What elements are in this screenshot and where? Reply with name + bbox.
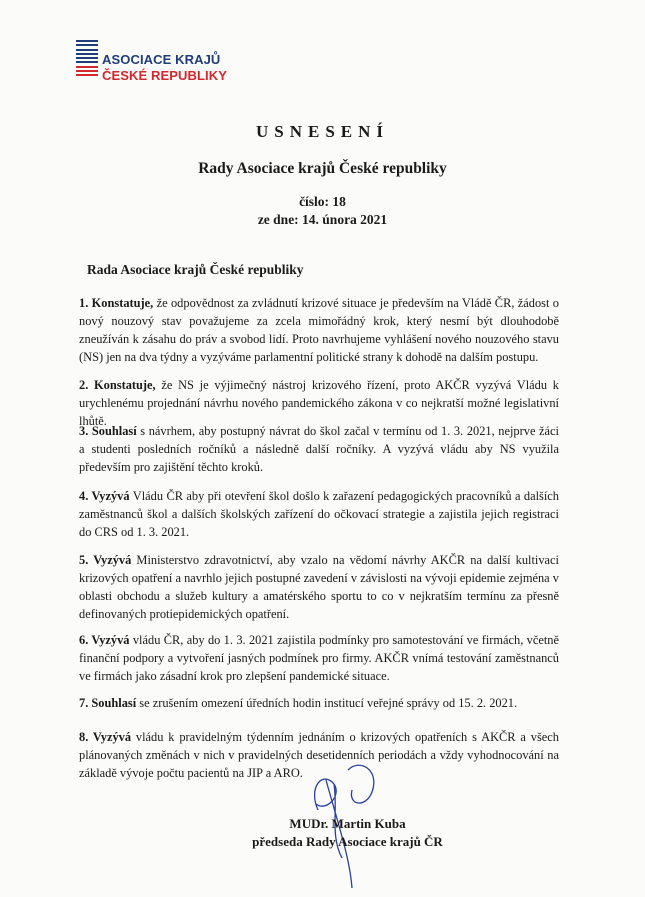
document-title: USNESENÍ	[255, 122, 390, 141]
point-text: Ministerstvo zdravotnictví, aby vzalo na vědomí návrhy AKČR na další kultivaci krizových opatření a navrhlo jejich postupné zavedení v závislosti na vývoji epidemie zejména v oblasti obchodu a služeb kultury a amatérského sportu to co v nejkratším termínu za přesně definovaných protiepidemických opatření.	[79, 553, 559, 621]
point-lead: 4. Vyzývá	[79, 489, 130, 503]
handwritten-signature	[230, 740, 390, 890]
point-lead: 8. Vyzývá	[79, 730, 132, 744]
point-4	[79, 487, 559, 541]
point-lead: 3. Souhlasí	[79, 424, 137, 438]
point-text: vládu ČR, aby do 1. 3. 2021 zajistila podmínky pro samotestování ve firmách, včetně finanční podpory a vytvoření jasných podmínek pro firmy. AKČR vnímá testování zaměstnanců ve firmách jako zásadní krok pro zlepšení pandemické situace.	[79, 633, 559, 683]
point-text: Vládu ČR aby při otevření škol došlo k zařazení pedagogických pracovníků a dalších zaměstnanců škol a dalších školských zařízení do očkovací strategie a zajistila jejich registraci do CRS od 1. 3. 2021.	[79, 489, 559, 539]
point-6	[79, 631, 559, 685]
logo-stripes-icon	[76, 40, 98, 82]
logo-text-line2: ČESKÉ REPUBLIKY	[102, 68, 228, 83]
point-text: se zrušením omezení úředních hodin institucí veřejné správy od 15. 2. 2021.	[136, 696, 518, 710]
point-lead: 2. Konstatuje,	[79, 378, 156, 392]
point-lead: 6. Vyzývá	[79, 633, 130, 647]
point-lead: 5. Vyzývá	[79, 553, 132, 567]
logo-text-line1: ASOCIACE KRAJŮ	[102, 52, 221, 67]
point-text: vládu k pravidelným týdenním jednáním o krizových opatřeních s AKČR a všech plánovaných změnách v nich v pravidelných desetidenních periodách a vždy vyhodnocování na základě vývoje počtu pacientů na JIP a ARO.	[79, 730, 559, 780]
point-lead: 7. Souhlasí	[79, 696, 137, 710]
resolution-date: ze dne: 14. února 2021	[257, 212, 388, 227]
point-text: že odpovědnost za zvládnutí krizové situace je především na Vládě ČR, žádost o nový nouzový stav považujeme za zcela mimořádný krok, který nesmí být dlouhodobě zneužíván k zásahu do práv a svobod lidí. Proto navrhujeme vyhlášení nového nouzového stavu (NS) jen na dva týdny a vyzýváme parlamentní politické strany k dohodě na dalším postupu.	[79, 296, 559, 364]
point-7	[79, 694, 559, 712]
intro-heading: Rada Asociace krajů České republiky	[87, 262, 304, 277]
document-subtitle: Rady Asociace krajů České republiky	[198, 160, 447, 177]
point-lead: 1. Konstatuje,	[79, 296, 154, 310]
point-1	[79, 294, 559, 366]
point-text: s návrhem, aby postupný návrat do škol začal v termínu od 1. 3. 2021, nejprve žáci a studenti posledních ročníků a následně další ročníky. A vyzývá vládu aby NS využila především pro zajištění těchto kroků.	[79, 424, 559, 474]
point-3	[79, 422, 559, 476]
signatory-role: předseda Rady Asociace krajů ČR	[252, 834, 443, 849]
akcr-logo	[76, 40, 256, 82]
resolution-number: číslo: 18	[299, 194, 346, 209]
point-5	[79, 551, 559, 623]
point-text: že NS je výjimečný nástroj krizového řízení, proto AKČR vyzývá Vládu k urychlenému projednání návrhu nového pandemického zákona v co nejkratší možné legislativní lhůtě.	[79, 378, 559, 428]
signatory-name: MUDr. Martin Kuba	[289, 816, 406, 831]
